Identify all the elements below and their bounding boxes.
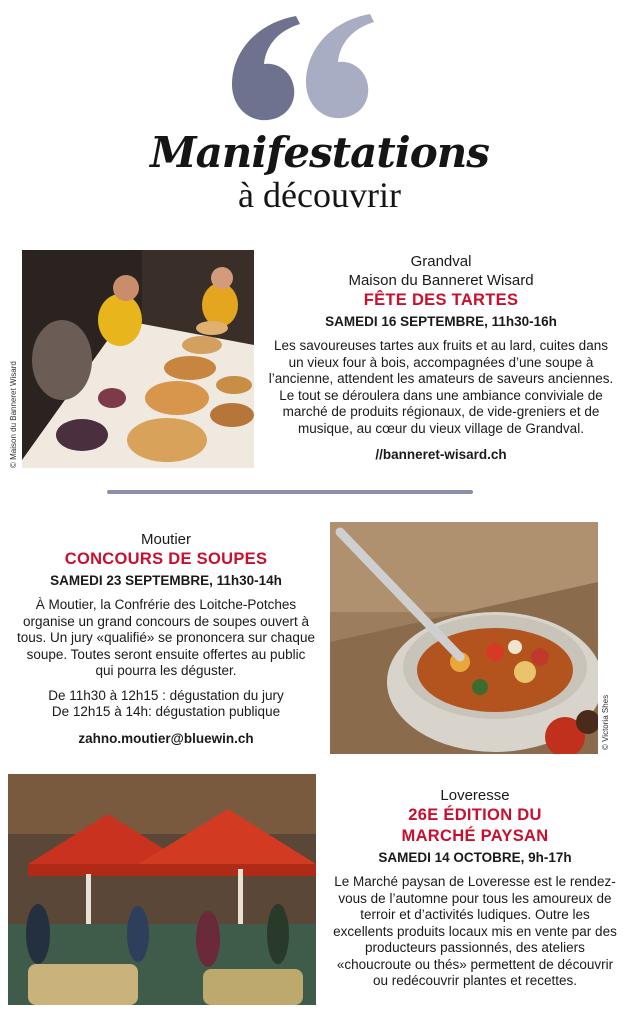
event-photo-market: [8, 774, 316, 1005]
event-date: SAMEDI 14 OCTOBRE, 9h-17h: [378, 850, 572, 865]
event-place: Grandval: [410, 253, 472, 270]
page-subtitle: à découvrir: [238, 175, 401, 215]
event-place: Moutier: [140, 531, 192, 548]
section-divider: [107, 490, 473, 494]
event-description: À Moutier, la Confrérie des Loitche-Potches organise un grand concours de soupes ouvert à tous. Un jury «qualifié» se prononcera sur chaque soupe. Toutes seront ensuite offertes au public qui pourra les déguster.: [17, 597, 315, 678]
photo-credit: © Victoria Shes: [601, 694, 610, 750]
photo-credit: © Maison du Banneret Wisard: [9, 361, 18, 468]
event-photo-tartes: [22, 250, 254, 468]
event-link[interactable]: //banneret-wisard.ch: [375, 447, 507, 462]
event-photo-soup: [330, 522, 598, 754]
event-place: Loveresse: [440, 787, 510, 804]
event-title: FÊTE DES TARTES: [363, 291, 519, 309]
page-title: Manifestations: [150, 128, 489, 177]
event-title-line2: MARCHÉ PAYSAN: [401, 827, 549, 845]
event-title-line1: 26E ÉDITION DU: [408, 806, 542, 824]
event-email[interactable]: zahno.moutier@bluewin.ch: [78, 730, 254, 746]
quote-mark-icon: [228, 8, 378, 128]
event-schedule-public: De 12h15 à 14h: dégustation publique: [51, 704, 281, 719]
event-venue: Maison du Banneret Wisard: [348, 272, 534, 289]
event-date: SAMEDI 16 SEPTEMBRE, 11h30-16h: [325, 314, 557, 329]
event-title: CONCOURS DE SOUPES: [64, 550, 268, 568]
event-description: Les savoureuses tartes aux fruits et au lard, cuites dans un vieux four à bois, accompagnées d’une soupe à l’ancienne, attendent les amateurs de saveurs anciennes. Le tout se déroulera dans une ambiance conviviale de marché de produits régionaux, de vide-greniers et de musique, au cœur du vieux village de Grandval.: [268, 338, 614, 436]
event-schedule-jury: De 11h30 à 12h15 : dégustation du jury: [48, 687, 284, 703]
event-description: Le Marché paysan de Loveresse est le rendez-vous de l’automne pour tous les amoureux de terroir et d’activités ludiques. Outre les excellents produits locaux mis en vente par des producteurs passionnés, des ateliers «choucroute ou thés» permettent de découvrir ou redécouvrir plantes et recettes.: [333, 874, 617, 988]
event-date: SAMEDI 23 SEPTEMBRE, 11h30-14h: [50, 573, 282, 588]
